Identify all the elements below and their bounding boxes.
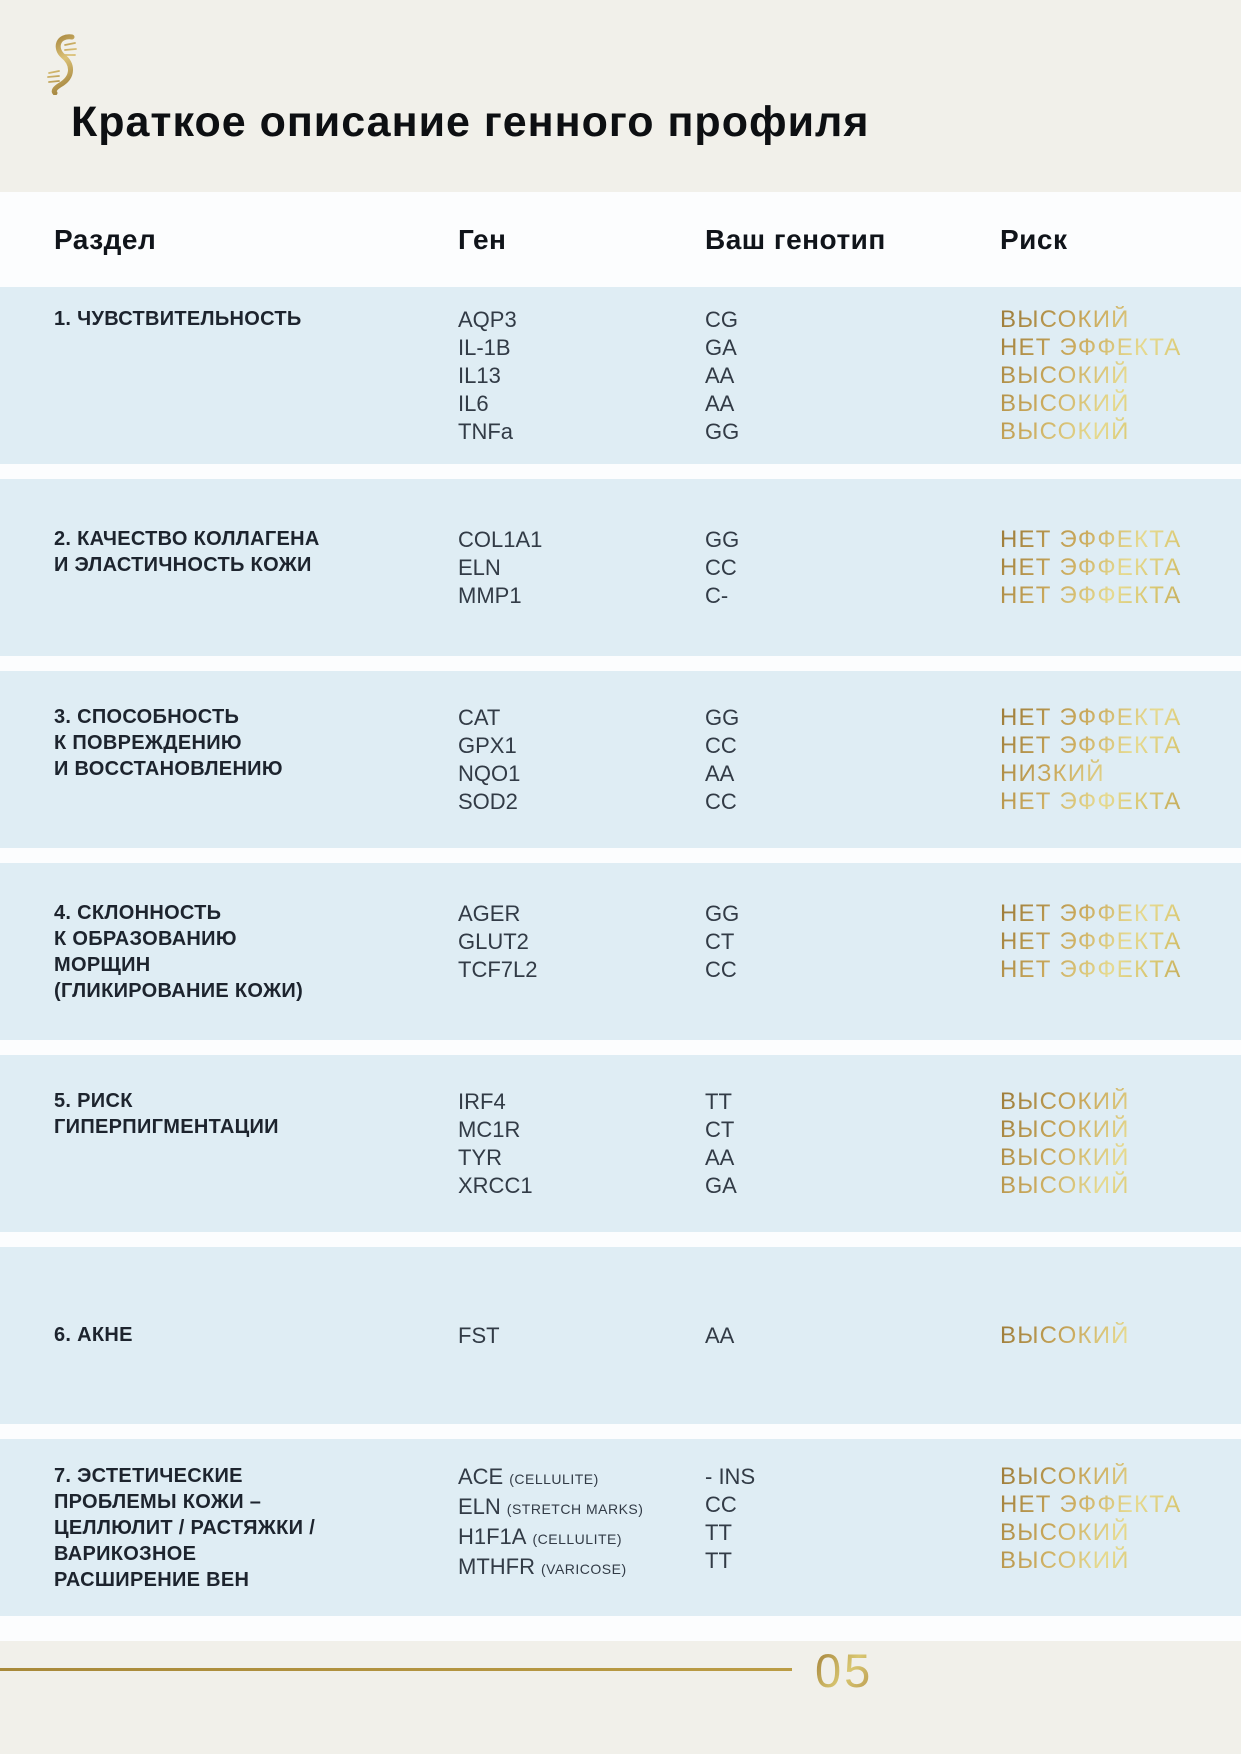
column-header-risk: Риск — [1000, 223, 1068, 255]
gene-name: XRCC1 — [458, 1172, 533, 1198]
risk-value: НЕТ ЭФФЕКТА — [1000, 525, 1182, 553]
section-label — [54, 306, 458, 332]
risk-value: ВЫСОКИЙ — [1000, 1087, 1130, 1115]
table-body — [0, 287, 1241, 1616]
section-label-line: 1. ЧУВСТВИТЕЛЬНОСТЬ — [54, 307, 302, 330]
gene-name: COL1A1 — [458, 526, 543, 552]
gene-column — [458, 526, 705, 610]
genotype-value: CC — [705, 956, 737, 982]
gene-name: MC1R — [458, 1116, 521, 1142]
column-header-genotype: Ваш генотип — [705, 223, 886, 255]
risk-value: НЕТ ЭФФЕКТА — [1000, 731, 1182, 759]
section-label-line: ЦЕЛЛЮЛИТ / РАСТЯЖКИ / — [54, 1516, 316, 1539]
gene-name: NQO1 — [458, 760, 521, 786]
table-header-row — [0, 192, 1241, 287]
gene-name: SOD2 — [458, 788, 518, 814]
genotype-value: CC — [705, 1491, 737, 1517]
risk-column — [1000, 900, 1241, 984]
section-label-line: И ЭЛАСТИЧНОСТЬ КОЖИ — [54, 553, 312, 576]
risk-value: НЕТ ЭФФЕКТА — [1000, 703, 1182, 731]
genotype-value: GG — [705, 900, 740, 926]
risk-value: ВЫСОКИЙ — [1000, 1321, 1130, 1349]
gene-column — [458, 704, 705, 816]
gene-name: H1F1A (CELLULITE) — [458, 1523, 623, 1549]
genotype-value: GA — [705, 1172, 737, 1198]
risk-value: НЕТ ЭФФЕКТА — [1000, 955, 1182, 983]
risk-value: ВЫСОКИЙ — [1000, 1171, 1130, 1199]
risk-value: ВЫСОКИЙ — [1000, 1462, 1130, 1490]
gene-name: ELN — [458, 554, 501, 580]
gene-name: MMP1 — [458, 582, 522, 608]
section-label-line: 2. КАЧЕСТВО КОЛЛАГЕНА — [54, 527, 320, 550]
gene-column — [458, 1463, 705, 1583]
genotype-column — [705, 900, 1000, 984]
section-label-line: 7. ЭСТЕТИЧЕСКИЕ — [54, 1464, 243, 1487]
gene-profile-table — [0, 192, 1241, 1641]
risk-value: ВЫСОКИЙ — [1000, 417, 1130, 445]
genotype-column — [705, 1463, 1000, 1575]
risk-column — [1000, 526, 1241, 610]
risk-column — [1000, 1463, 1241, 1575]
risk-column — [1000, 306, 1241, 446]
table-section-4 — [0, 863, 1241, 1040]
risk-value: НЕТ ЭФФЕКТА — [1000, 581, 1182, 609]
genotype-column — [705, 1322, 1000, 1350]
gene-name: TCF7L2 — [458, 956, 538, 982]
risk-column — [1000, 1088, 1241, 1200]
section-label — [54, 1463, 458, 1593]
section-label-line: МОРЩИН — [54, 953, 151, 976]
section-label-line: ГИПЕРПИГМЕНТАЦИИ — [54, 1115, 279, 1138]
gene-name: ELN (STRETCH MARKS) — [458, 1493, 644, 1519]
genotype-value: GA — [705, 334, 737, 360]
dna-helix-icon — [44, 33, 80, 95]
gene-name: GLUT2 — [458, 928, 529, 954]
section-label-line: ВАРИКОЗНОЕ — [54, 1542, 197, 1565]
genotype-column — [705, 526, 1000, 610]
gene-name: GPX1 — [458, 732, 517, 758]
section-label-line: 4. СКЛОННОСТЬ — [54, 901, 222, 924]
gene-name: MTHFR (VARICOSE) — [458, 1553, 627, 1579]
risk-value: НЕТ ЭФФЕКТА — [1000, 333, 1182, 361]
gene-note: (VARICOSE) — [540, 1560, 627, 1577]
gene-note: (STRETCH MARKS) — [506, 1500, 644, 1517]
gene-name: IRF4 — [458, 1088, 506, 1114]
footer-divider-line — [0, 1668, 792, 1671]
risk-value: ВЫСОКИЙ — [1000, 1143, 1130, 1171]
gene-name: IL6 — [458, 390, 489, 416]
risk-value: ВЫСОКИЙ — [1000, 1115, 1130, 1143]
genotype-value: CC — [705, 554, 737, 580]
risk-value: НЕТ ЭФФЕКТА — [1000, 899, 1182, 927]
genotype-value: GG — [705, 704, 740, 730]
table-section-5 — [0, 1055, 1241, 1232]
gene-name: ACE (CELLULITE) — [458, 1463, 599, 1489]
table-section-2 — [0, 479, 1241, 656]
gene-name: AGER — [458, 900, 521, 926]
genotype-value: CG — [705, 306, 738, 332]
genotype-value: AA — [705, 1322, 735, 1348]
genotype-value: AA — [705, 362, 735, 388]
risk-value: НЕТ ЭФФЕКТА — [1000, 787, 1182, 815]
risk-value: НЕТ ЭФФЕКТА — [1000, 1490, 1182, 1518]
gene-name: IL13 — [458, 362, 501, 388]
section-label-line: И ВОССТАНОВЛЕНИЮ — [54, 757, 283, 780]
gene-column — [458, 1088, 705, 1200]
gene-name: TYR — [458, 1144, 502, 1170]
section-label-line: ПРОБЛЕМЫ КОЖИ – — [54, 1490, 262, 1513]
risk-column — [1000, 1322, 1241, 1350]
risk-value: НЕТ ЭФФЕКТА — [1000, 553, 1182, 581]
table-section-6 — [0, 1247, 1241, 1424]
gene-note: (CELLULITE) — [532, 1530, 623, 1547]
gene-name: TNFa — [458, 418, 513, 444]
risk-column — [1000, 704, 1241, 816]
risk-value: ВЫСОКИЙ — [1000, 389, 1130, 417]
table-section-3 — [0, 671, 1241, 848]
gene-column — [458, 1322, 705, 1350]
genotype-value: CC — [705, 788, 737, 814]
genotype-value: TT — [705, 1519, 732, 1545]
section-label-line: К ПОВРЕЖДЕНИЮ — [54, 731, 242, 754]
table-section-1 — [0, 287, 1241, 464]
genotype-column — [705, 704, 1000, 816]
gene-name: IL-1B — [458, 334, 511, 360]
gene-column — [458, 306, 705, 446]
risk-value: ВЫСОКИЙ — [1000, 1546, 1130, 1574]
genotype-value: AA — [705, 1144, 735, 1170]
risk-value: ВЫСОКИЙ — [1000, 1518, 1130, 1546]
column-header-section: Раздел — [54, 223, 157, 255]
section-label — [54, 900, 458, 1004]
risk-value: ВЫСОКИЙ — [1000, 361, 1130, 389]
section-label-line: 3. СПОСОБНОСТЬ — [54, 705, 240, 728]
genotype-value: TT — [705, 1547, 732, 1573]
gene-column — [458, 900, 705, 984]
risk-value: НИЗКИЙ — [1000, 759, 1105, 787]
genotype-column — [705, 1088, 1000, 1200]
genotype-value: GG — [705, 526, 740, 552]
page-footer — [0, 1641, 1241, 1754]
genotype-value: CT — [705, 1116, 735, 1142]
genotype-value: - INS — [705, 1463, 756, 1489]
genotype-column — [705, 306, 1000, 446]
genotype-value: CT — [705, 928, 735, 954]
genotype-value: GG — [705, 418, 740, 444]
section-label-line: 6. АКНЕ — [54, 1323, 133, 1346]
section-label-line: (ГЛИКИРОВАНИЕ КОЖИ) — [54, 979, 304, 1002]
gene-name: CAT — [458, 704, 501, 730]
page-number: 05 — [815, 1644, 874, 1697]
page-title: Краткое описание генного профиля — [71, 98, 870, 146]
genotype-value: AA — [705, 760, 735, 786]
gene-name: AQP3 — [458, 306, 517, 332]
genotype-value: CC — [705, 732, 737, 758]
page-header — [0, 0, 1241, 192]
section-label-line: К ОБРАЗОВАНИЮ — [54, 927, 237, 950]
gene-name: FST — [458, 1322, 500, 1348]
risk-value: НЕТ ЭФФЕКТА — [1000, 927, 1182, 955]
gene-note: (CELLULITE) — [509, 1470, 599, 1487]
column-header-gene: Ген — [458, 223, 507, 255]
table-section-7 — [0, 1439, 1241, 1616]
section-label — [54, 704, 458, 782]
genotype-value: C- — [705, 582, 729, 608]
risk-value: ВЫСОКИЙ — [1000, 305, 1130, 333]
section-label-line: 5. РИСК — [54, 1089, 133, 1112]
section-label — [54, 1088, 458, 1140]
section-label — [54, 1322, 458, 1348]
genotype-value: TT — [705, 1088, 732, 1114]
genotype-value: AA — [705, 390, 735, 416]
section-label-line: РАСШИРЕНИЕ ВЕН — [54, 1568, 250, 1591]
section-label — [54, 526, 458, 578]
